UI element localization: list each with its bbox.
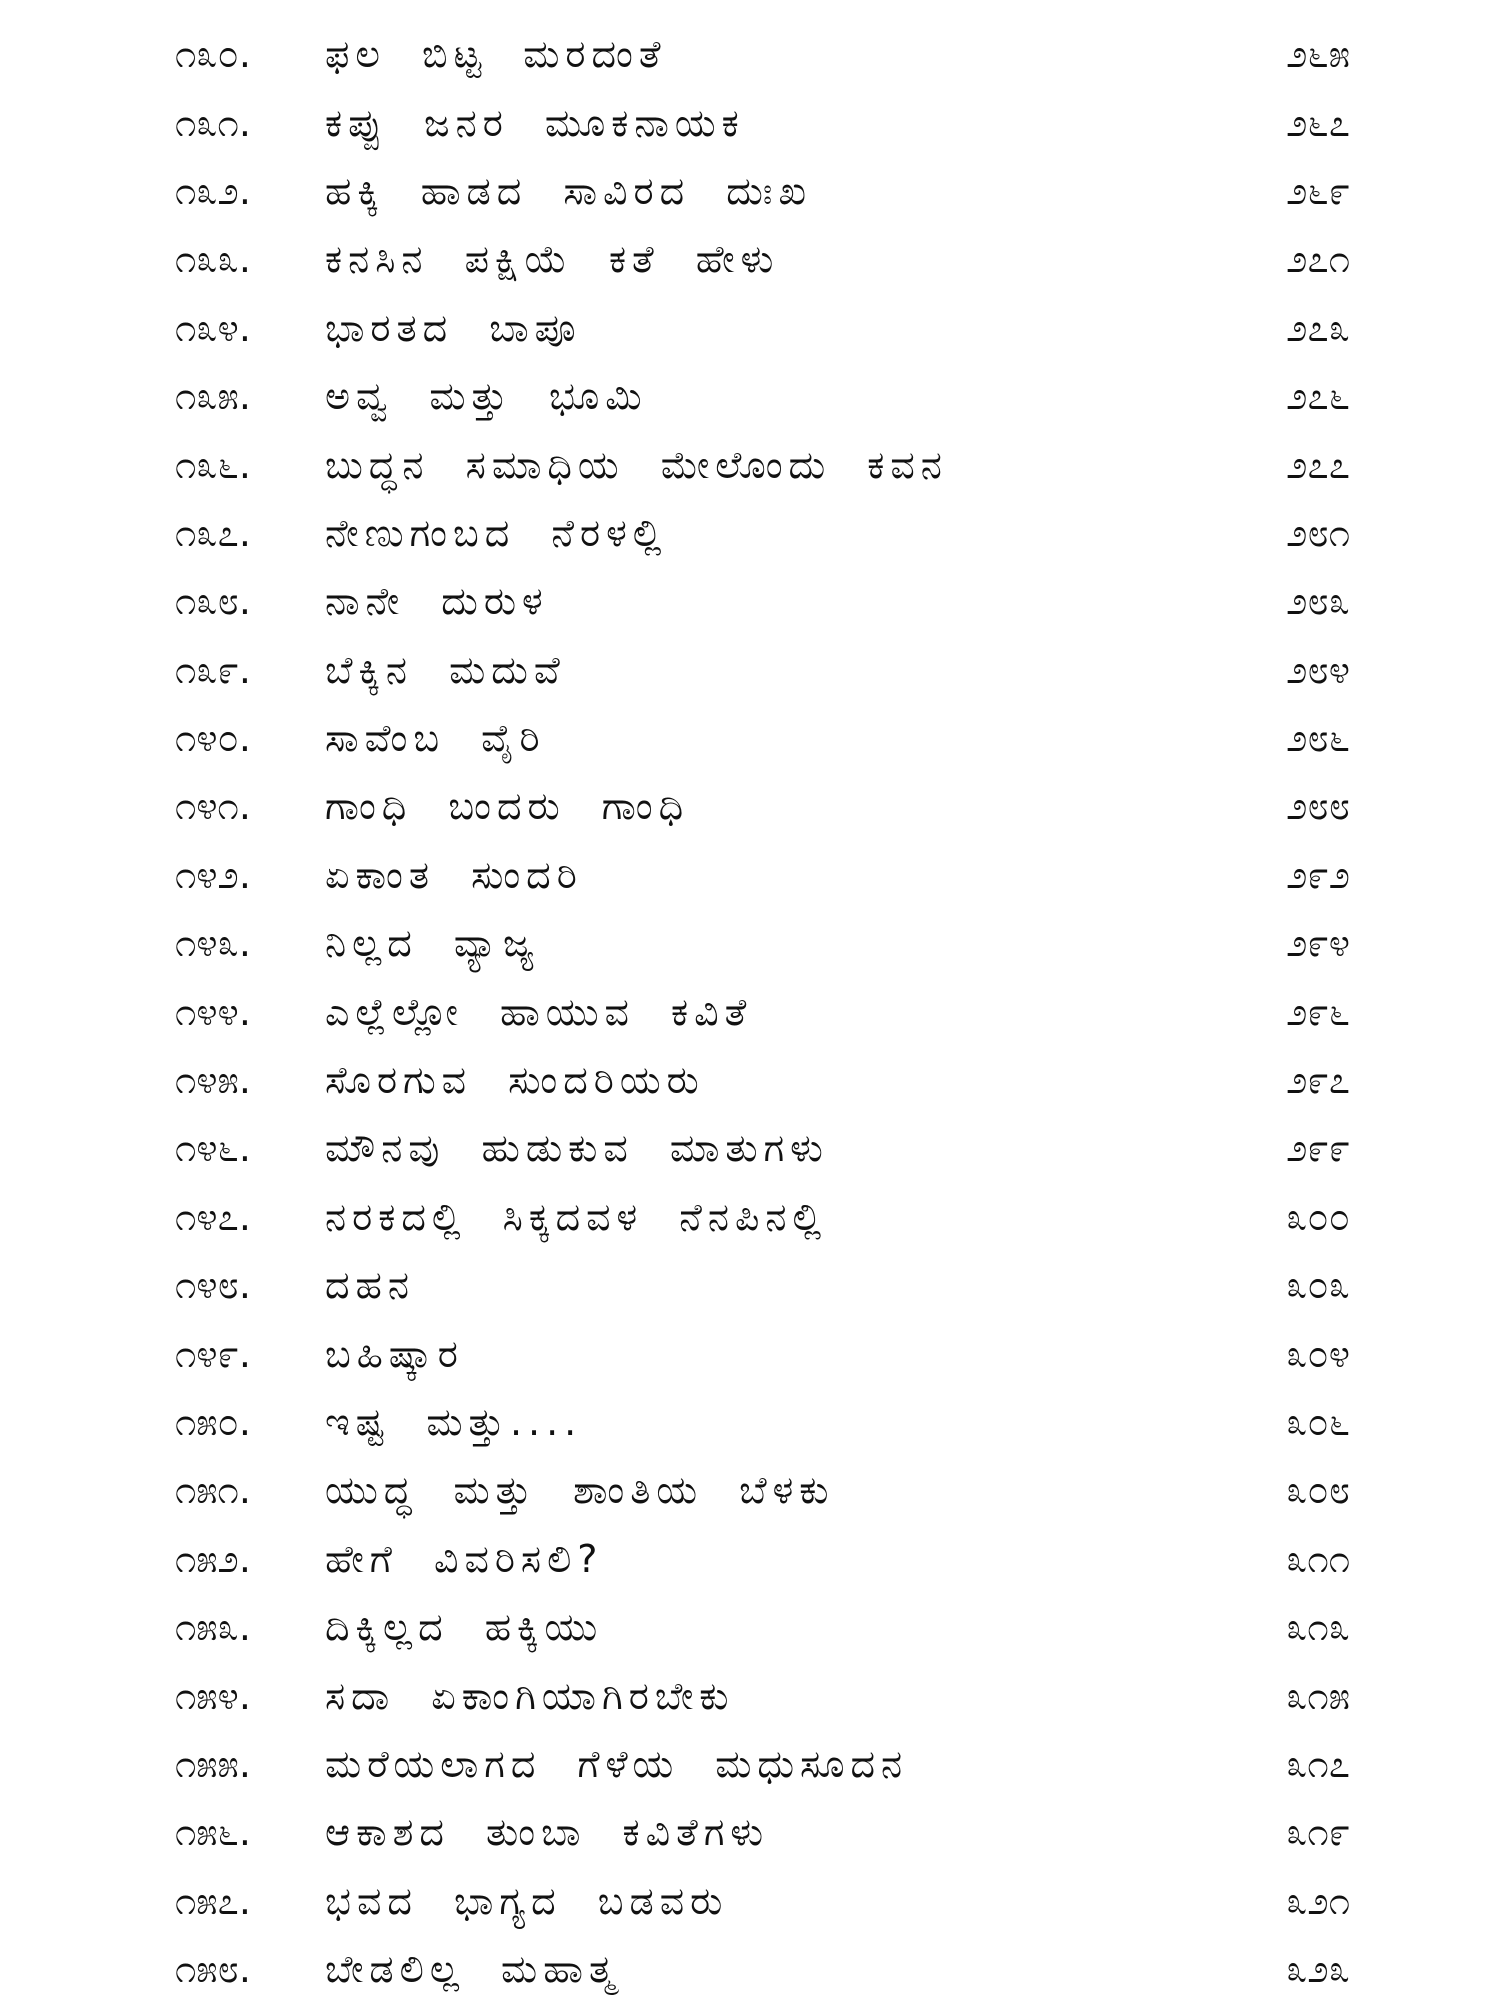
- toc-entry: [175, 157, 1350, 225]
- entry-number: ೧೫೧.: [175, 1468, 251, 1513]
- entry-page-number: ೨೭೩: [1286, 305, 1350, 350]
- entry-title: ದಿಕ್ಕಿಲ್ಲದ ಹಕ್ಕಿಯು: [325, 1605, 604, 1650]
- entry-number: ೧೩೬.: [175, 442, 251, 487]
- entry-page-number: ೨೯೨: [1286, 852, 1350, 897]
- entry-number: ೧೫೮.: [175, 1947, 251, 1992]
- toc-entry: [175, 1798, 1350, 1866]
- entry-title: ಗಾಂಧಿ ಬಂದರು ಗಾಂಧಿ: [325, 784, 690, 829]
- entry-page-number: ೨೭೬: [1286, 374, 1350, 419]
- entry-title: ನಿಲ್ಲದ ವ್ಯಾಜ್ಯ: [325, 921, 540, 966]
- table-of-contents: [175, 20, 1350, 2003]
- entry-title: ಎಲ್ಲೆಲ್ಲೋ ಹಾಯುವ ಕವಿತೆ: [325, 989, 753, 1034]
- entry-page-number: ೨೯೪: [1286, 921, 1350, 966]
- toc-entry: [175, 704, 1350, 772]
- entry-page-number: ೨೮೪: [1286, 647, 1350, 692]
- entry-number: ೧೫೫.: [175, 1741, 251, 1786]
- entry-number: ೧೫೬.: [175, 1810, 251, 1855]
- entry-title: ಬುದ್ಧನ ಸಮಾಧಿಯ ಮೇಲೊಂದು ಕವನ: [325, 442, 948, 487]
- toc-entry: [175, 1867, 1350, 1935]
- entry-number: ೧೩೦.: [175, 32, 251, 77]
- entry-title: ಹಕ್ಕಿ ಹಾಡದ ಸಾವಿರದ ದುಃಖ: [325, 168, 812, 213]
- entry-page-number: ೨೭೧: [1286, 237, 1350, 282]
- entry-page-number: ೨೮೩: [1286, 579, 1350, 624]
- entry-number: ೧೫೨.: [175, 1536, 251, 1581]
- entry-number: ೧೪೩.: [175, 921, 251, 966]
- entry-number: ೧೪೫.: [175, 1058, 251, 1103]
- entry-title: ಸೊರಗುವ ಸುಂದರಿಯರು: [325, 1058, 705, 1103]
- entry-title: ಬೇಡಲಿಲ್ಲ ಮಹಾತ್ಮ: [325, 1947, 621, 1992]
- toc-entry: [175, 1114, 1350, 1182]
- entry-number: ೧೩೩.: [175, 237, 251, 282]
- entry-number: ೧೪೯.: [175, 1331, 251, 1376]
- toc-entry: [175, 362, 1350, 430]
- toc-entry: [175, 88, 1350, 156]
- toc-entry: [175, 977, 1350, 1045]
- toc-entry: [175, 567, 1350, 635]
- entry-number: ೧೩೯.: [175, 647, 251, 692]
- entry-page-number: ೨೯೯: [1286, 1126, 1350, 1171]
- entry-title: ಭಾರತದ ಬಾಪೂ: [325, 305, 582, 350]
- entry-title: ಭವದ ಭಾಗ್ಯದ ಬಡವರು: [325, 1878, 729, 1923]
- entry-title: ಮೌನವು ಹುಡುಕುವ ಮಾತುಗಳು: [325, 1126, 829, 1171]
- entry-page-number: ೩೦೦: [1286, 1194, 1350, 1239]
- entry-number: ೧೩೨.: [175, 168, 251, 213]
- entry-title: ಫಲ ಬಿಟ್ಟ ಮರದಂತೆ: [325, 32, 667, 77]
- entry-title: ನಾನೇ ದುರುಳ: [325, 579, 549, 624]
- entry-page-number: ೩೦೪: [1286, 1331, 1350, 1376]
- toc-entry: [175, 1935, 1350, 2003]
- entry-number: ೧೫೩.: [175, 1605, 251, 1650]
- toc-entry: [175, 1251, 1350, 1319]
- entry-title: ನರಕದಲ್ಲಿ ಸಿಕ್ಕದವಳ ನೆನಪಿನಲ್ಲಿ: [325, 1194, 828, 1239]
- toc-entry: [175, 20, 1350, 88]
- entry-title: ಸದಾ ಏಕಾಂಗಿಯಾಗಿರಬೇಕು: [325, 1673, 735, 1718]
- toc-entry: [175, 1388, 1350, 1456]
- entry-page-number: ೨೭೭: [1286, 442, 1350, 487]
- toc-entry: [175, 909, 1350, 977]
- toc-entry: [175, 294, 1350, 362]
- entry-number: ೧೪೮.: [175, 1263, 251, 1308]
- entry-title: ಆಕಾಶದ ತುಂಬಾ ಕವಿತೆಗಳು: [325, 1810, 770, 1855]
- toc-entry: [175, 1183, 1350, 1251]
- entry-page-number: ೩೧೩: [1286, 1605, 1350, 1650]
- entry-page-number: ೩೧೯: [1286, 1810, 1350, 1855]
- toc-entry: [175, 1593, 1350, 1661]
- entry-number: ೧೪೬.: [175, 1126, 251, 1171]
- entry-title: ಕನಸಿನ ಪಕ್ಷಿಯೆ ಕತೆ ಹೇಳು: [325, 237, 780, 282]
- entry-number: ೧೪೦.: [175, 716, 251, 761]
- toc-entry: [175, 841, 1350, 909]
- entry-number: ೧೪೭.: [175, 1194, 251, 1239]
- toc-entry: [175, 1456, 1350, 1524]
- entry-number: ೧೩೭.: [175, 510, 251, 555]
- entry-number: ೧೫೭.: [175, 1878, 251, 1923]
- entry-page-number: ೨೮೧: [1286, 510, 1350, 555]
- toc-entry: [175, 1661, 1350, 1729]
- toc-entry: [175, 499, 1350, 567]
- entry-number: ೧೩೪.: [175, 305, 251, 350]
- entry-page-number: ೩೨೧: [1286, 1878, 1350, 1923]
- entry-page-number: ೨೬೫: [1286, 32, 1350, 77]
- entry-number: ೧೩೮.: [175, 579, 251, 624]
- toc-entry: [175, 225, 1350, 293]
- entry-title: ಅವ್ವ ಮತ್ತು ಭೂಮಿ: [325, 374, 648, 419]
- entry-title: ಇಷ್ಟ ಮತ್ತು....: [325, 1400, 583, 1444]
- entry-title: ಬೆಕ್ಕಿನ ಮದುವೆ: [325, 647, 566, 692]
- entry-page-number: ೨೬೭: [1286, 100, 1350, 145]
- entry-page-number: ೩೦೮: [1286, 1468, 1350, 1513]
- entry-title: ಸಾವೆಂಬ ವೈರಿ: [325, 716, 546, 761]
- toc-entry: [175, 1046, 1350, 1114]
- toc-entry: [175, 636, 1350, 704]
- entry-page-number: ೩೧೧: [1286, 1536, 1350, 1581]
- entry-page-number: ೨೬೯: [1286, 168, 1350, 213]
- entry-page-number: ೨೯೭: [1286, 1058, 1350, 1103]
- entry-number: ೧೫೪.: [175, 1673, 251, 1718]
- entry-page-number: ೨೮೬: [1286, 716, 1350, 761]
- toc-entry: [175, 1525, 1350, 1593]
- entry-number: ೧೫೦.: [175, 1400, 251, 1444]
- entry-title: ಬಹಿಷ್ಕಾರ: [325, 1331, 464, 1376]
- entry-title: ಏಕಾಂತ ಸುಂದರಿ: [325, 852, 583, 897]
- entry-title: ನೇಣುಗಂಬದ ನೆರಳಲ್ಲಿ: [325, 510, 668, 555]
- entry-number: ೧೩೧.: [175, 100, 251, 145]
- entry-page-number: ೩೧೫: [1286, 1673, 1350, 1718]
- entry-title: ಮರೆಯಲಾಗದ ಗೆಳೆಯ ಮಧುಸೂದನ: [325, 1741, 909, 1786]
- entry-page-number: ೩೦೬: [1286, 1400, 1350, 1444]
- entry-page-number: ೨೮೮: [1286, 784, 1350, 829]
- entry-page-number: ೩೨೩: [1286, 1947, 1350, 1992]
- entry-number: ೧೪೨.: [175, 852, 251, 897]
- entry-number: ೧೪೧.: [175, 784, 251, 829]
- entry-title: ಹೇಗೆ ವಿವರಿಸಲಿ?: [325, 1536, 604, 1581]
- toc-entry: [175, 1319, 1350, 1387]
- toc-entry: [175, 430, 1350, 498]
- entry-page-number: ೩೦೩: [1286, 1263, 1350, 1308]
- entry-title: ದಹನ: [325, 1263, 416, 1308]
- entry-page-number: ೩೧೭: [1286, 1741, 1350, 1786]
- toc-entry: [175, 772, 1350, 840]
- entry-number: ೧೪೪.: [175, 989, 251, 1034]
- entry-title: ಕಪ್ಪು ಜನರ ಮೂಕನಾಯಕ: [325, 100, 745, 145]
- toc-entry: [175, 1730, 1350, 1798]
- entry-title: ಯುದ್ಧ ಮತ್ತು ಶಾಂತಿಯ ಬೆಳಕು: [325, 1468, 835, 1513]
- entry-number: ೧೩೫.: [175, 374, 251, 419]
- entry-page-number: ೨೯೬: [1286, 989, 1350, 1034]
